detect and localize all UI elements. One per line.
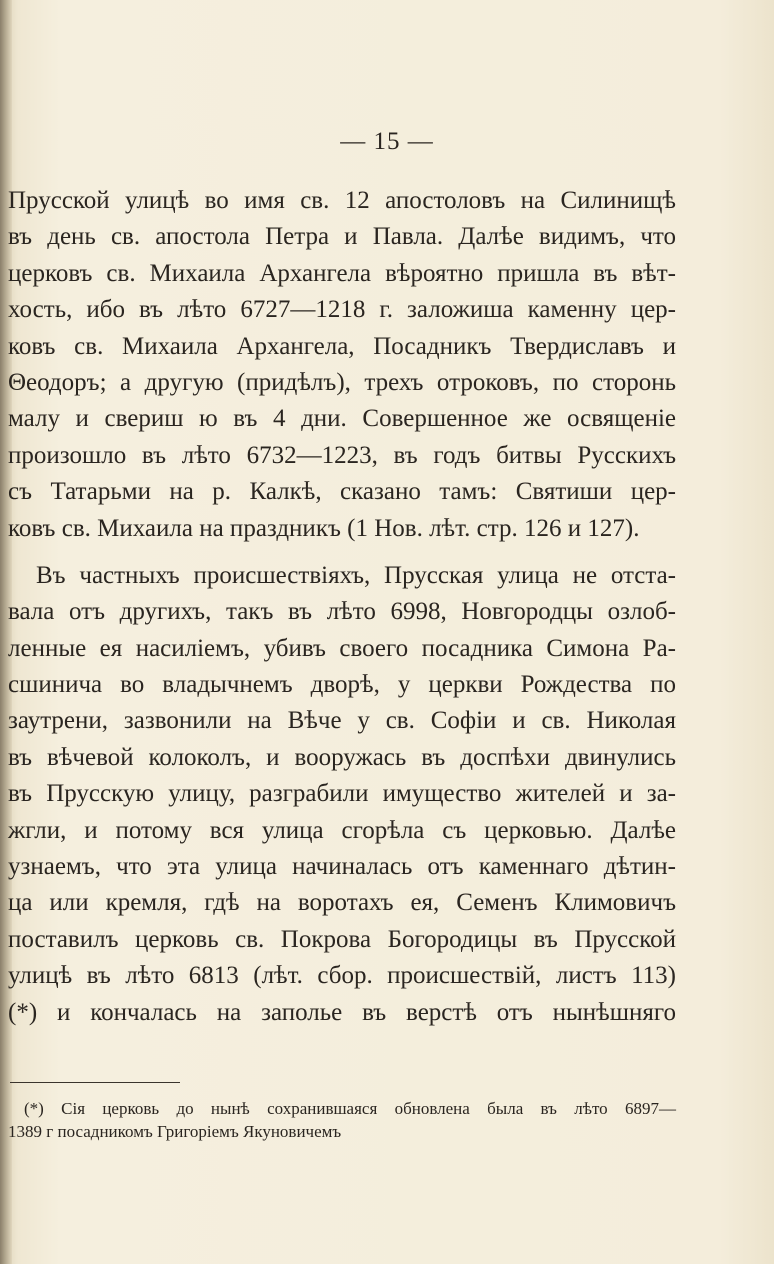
- text-line: малу и свериш ю въ 4 дни. Совершенное же освященіе: [8, 405, 676, 433]
- text-line: сшинича во владычнемъ дворѣ, у церкви Рождества по: [8, 671, 676, 699]
- text-line: въ Прусскую улицу, разграбили имущество жителей и за-: [8, 780, 676, 808]
- text-line: заутрени, зазвонили на Вѣче у св. Софіи и св. Николая: [8, 707, 676, 735]
- text-line: поставилъ церковь св. Покрова Богородицы въ Прусской: [8, 925, 676, 953]
- text-line: церковъ св. Михаила Архангела вѣроятно пришла въ вѣт-: [8, 259, 676, 287]
- footnote-line: 1389 г посадникомъ Григоріемъ Якуновичемъ: [8, 1122, 342, 1141]
- main-text: [8, 183, 676, 1031]
- text-line: произошло въ лѣто 6732—1223, въ годъ битвы Русскихъ: [8, 441, 676, 469]
- text-line: Прусской улицѣ во имя св. 12 апостоловъ на Силинищѣ: [8, 187, 676, 214]
- text-line: Въ частныхъ происшествіяхъ, Прусская улица не отста-: [36, 561, 676, 589]
- footnote-divider: [10, 1082, 180, 1083]
- footnote-line: (*) Сія церковь до нынѣ сохранившаяся обновлена была въ лѣто 6897—: [24, 1099, 676, 1118]
- text-line: Θеодоръ; а другую (придѣлъ), трехъ отроковъ, по сторонь: [8, 368, 676, 396]
- text-line: въ день св. апостола Петра и Павла. Далѣе видимъ, что: [8, 223, 676, 251]
- text-line: съ Татарьми на р. Калкѣ, сказано тамъ: Святиши цер-: [8, 478, 676, 506]
- text-line: хость, ибо въ лѣто 6727—1218 г. заложиша каменну цер-: [8, 296, 676, 324]
- paragraph-spacer: [8, 547, 676, 558]
- text-line: ца или кремля, гдѣ на воротахъ ея, Семенъ Климовичъ: [8, 889, 676, 917]
- text-line: вала отъ другихъ, такъ въ лѣто 6998, Новгородцы озлоб-: [8, 598, 676, 626]
- text-line: жгли, и потому вся улица сгорѣла съ церковью. Далѣе: [8, 816, 676, 844]
- text-line: узнаемъ, что эта улица начиналась отъ каменнаго дѣтин-: [8, 853, 676, 881]
- text-line: въ вѣчевой колоколъ, и вооружась въ доспѣхи двинулись: [8, 743, 676, 771]
- text-line: улицѣ въ лѣто 6813 (лѣт. сбор. происшествій, листъ 113): [8, 962, 676, 990]
- text-line: ленные ея насиліемъ, убивъ своего посадника Симона Ра-: [8, 634, 676, 662]
- text-line: ковъ св. Михаила Архангела, Посадникъ Твердиславъ и: [8, 332, 676, 360]
- page-number: — 15 —: [340, 128, 434, 155]
- footnote: [8, 1097, 676, 1143]
- text-line: ковъ св. Михаила на праздникъ (1 Нов. лѣт. стр. 126 и 127).: [8, 514, 640, 542]
- text-line: (*) и кончалась на заполье въ верстѣ отъ нынѣшняго: [8, 998, 676, 1026]
